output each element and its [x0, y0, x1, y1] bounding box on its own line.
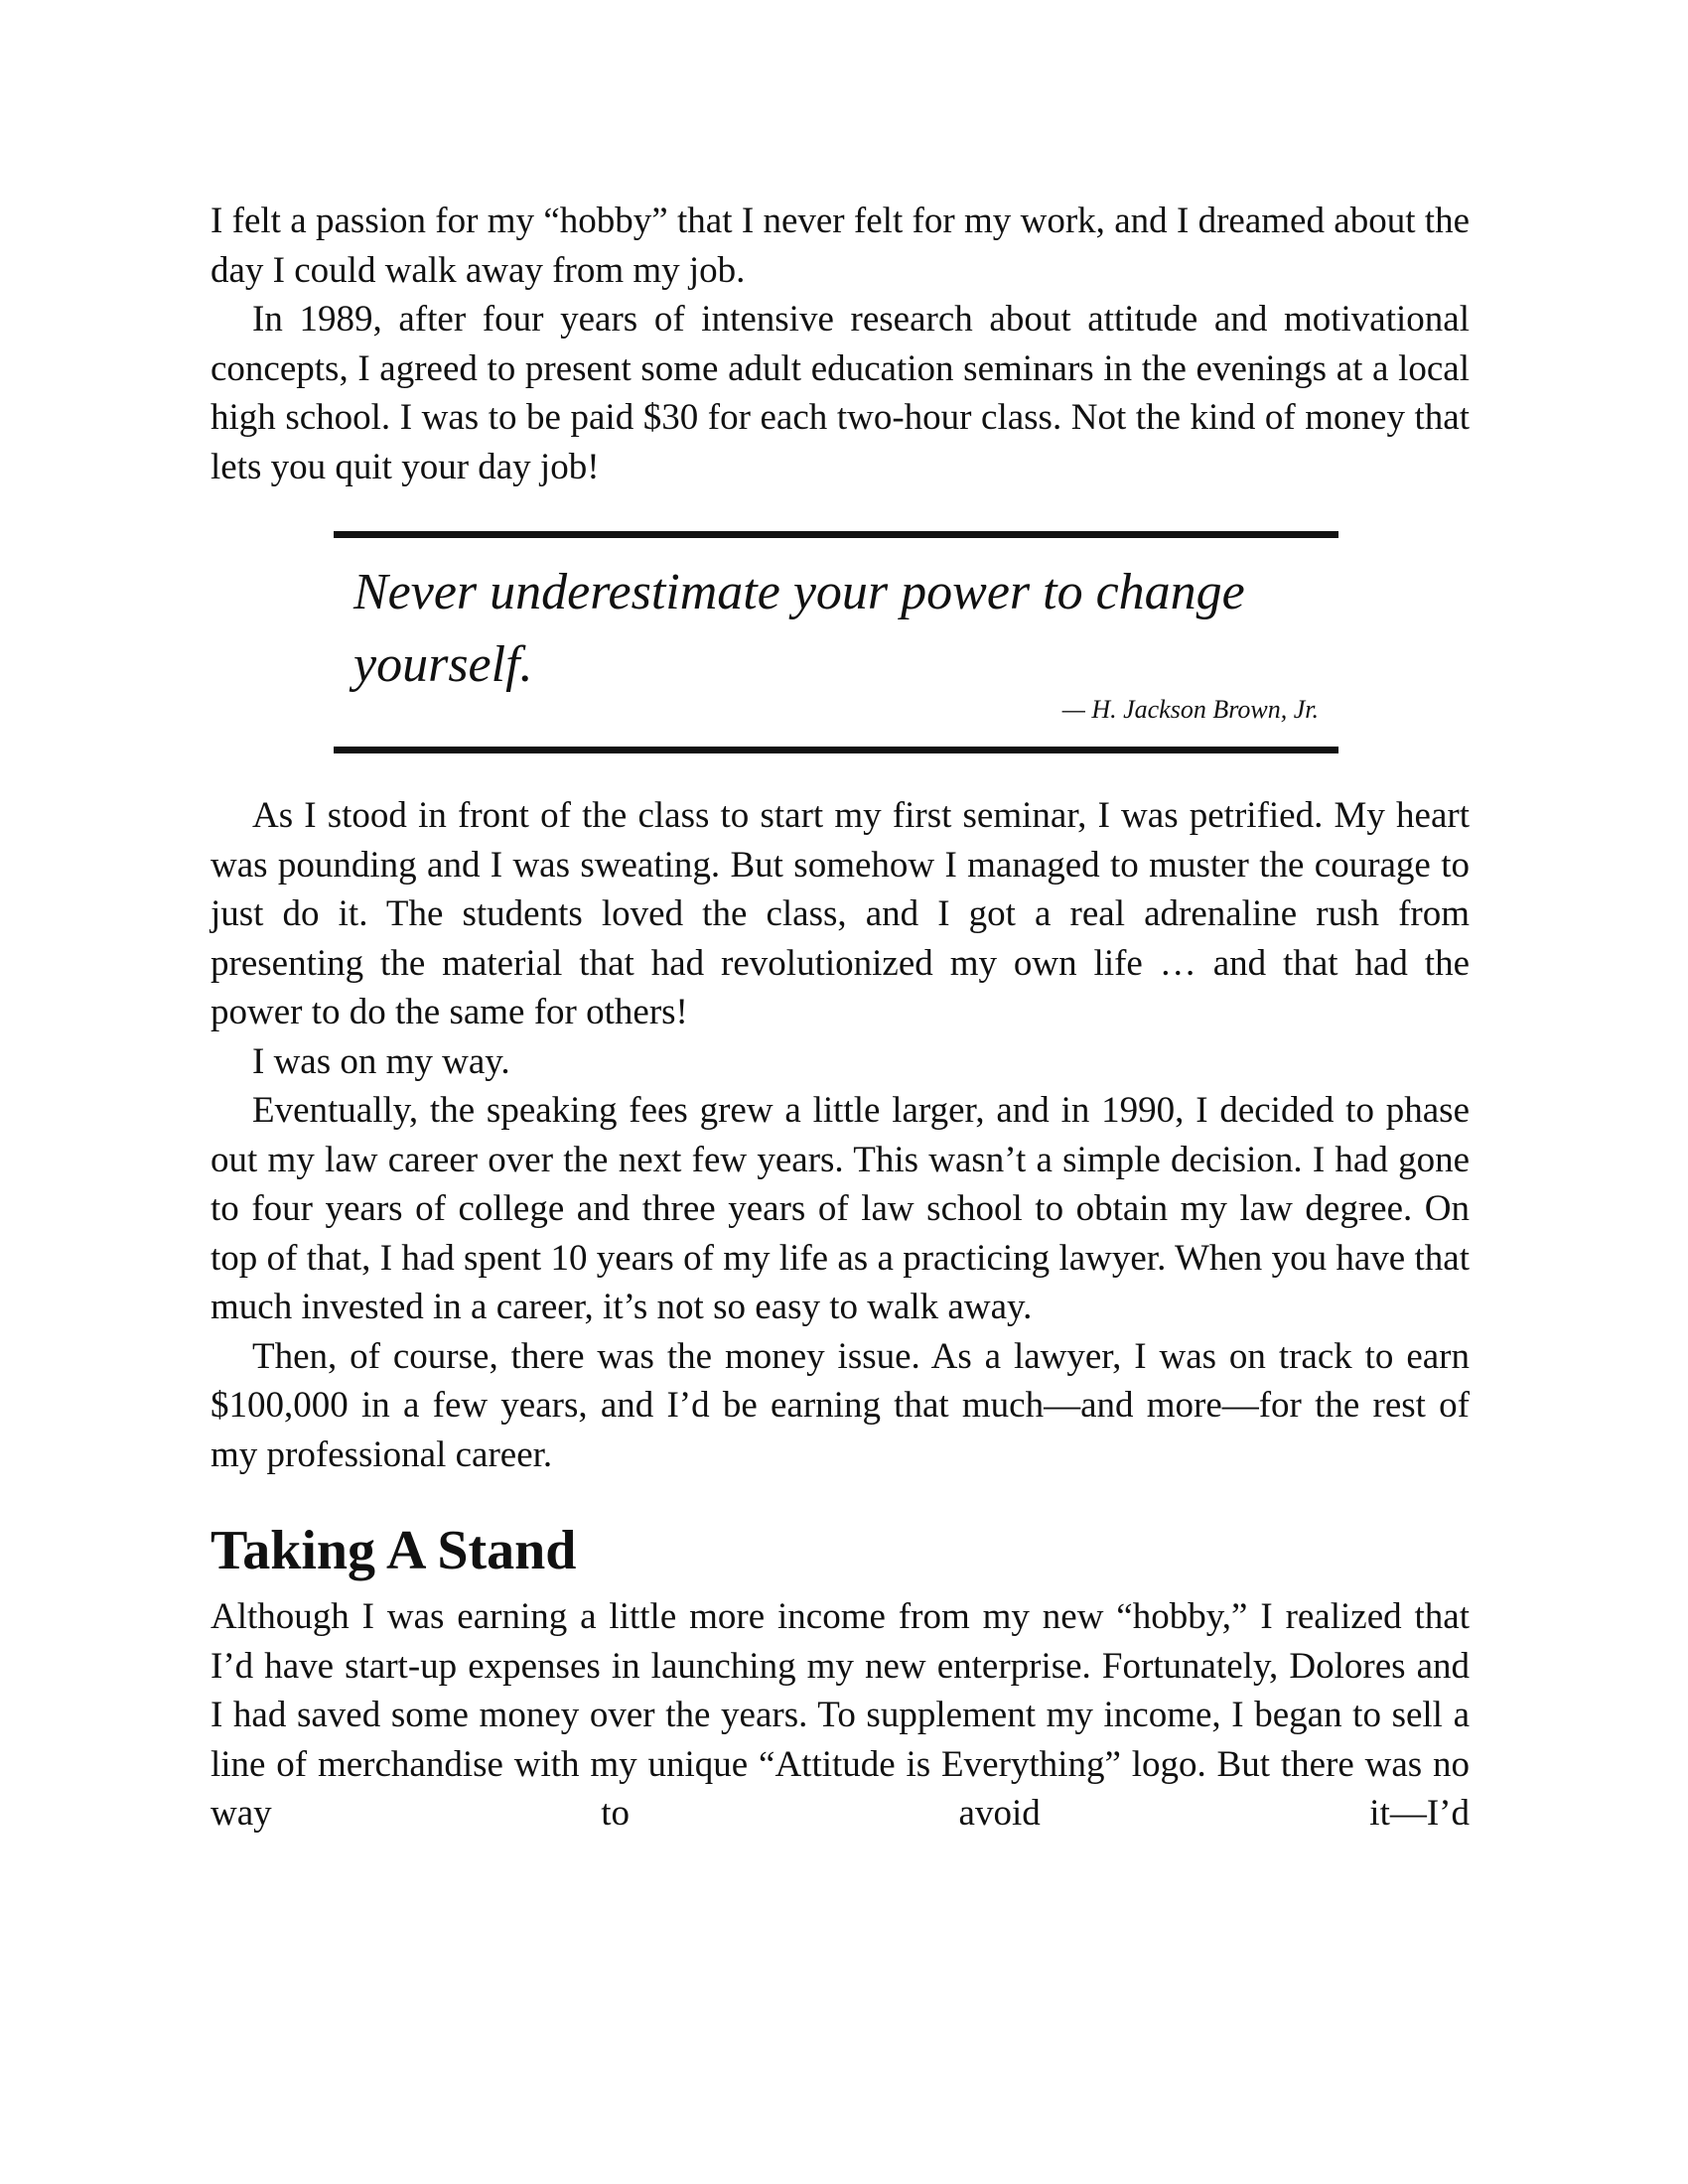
body-paragraph: I was on my way. — [252, 1040, 510, 1082]
page-content — [211, 197, 1470, 1839]
body-paragraph: Eventually, the speaking fees grew a little larger, and in 1990, I decided to phase out my law career over the next few years. This wasn’t a simple decision. I had gone to four years of college and three years of law school to obtain my law degree. On top of that, I had spent 10 years of my life as a practicing lawyer. When you have that much invested in a career, it’s not so easy to walk away. — [211, 1090, 1470, 1327]
section-heading: Taking A Stand — [211, 1520, 577, 1581]
quote-attribution: — H. Jackson Brown, Jr. — [1061, 695, 1319, 724]
body-paragraph: As I stood in front of the class to start my first seminar, I was petrified. My heart was pounding and I was sweating. But somehow I managed to muster the courage to just do it. The students loved the class, and I got a real adrenaline rush from presenting the material that had revolutionized my own life … and that had the power to do the same for others! — [211, 795, 1470, 1032]
body-paragraph: Then, of course, there was the money issue. As a lawyer, I was on track to earn $100,000 in a few years, and I’d be earning that much—and more—for the rest of my professional career. — [211, 1335, 1470, 1475]
pull-quote — [334, 531, 1338, 753]
quote-text: Never underestimate your power to change yourself. — [353, 564, 1245, 693]
quote-bottom-rule — [334, 747, 1338, 753]
body-paragraph: Although I was earning a little more income from my new “hobby,” I realized that I’d have start-up expenses in launching my new enterprise. Fortunately, Dolores and I had saved some money over the years. To supplement my income, I began to sell a line of merchandise with my unique “Attitude is Everything” logo. But there was no way to avoid it—I’d — [211, 1596, 1470, 1834]
quote-top-rule — [334, 531, 1338, 538]
body-paragraph: In 1989, after four years of intensive research about attitude and motivational concepts, I agreed to present some adult education seminars in the evenings at a local high school. I was to be paid $30 for each two-hour class. Not the kind of money that lets you quit your day job! — [211, 299, 1470, 487]
body-paragraph: I felt a passion for my “hobby” that I never felt for my work, and I dreamed about the day I could walk away from my job. — [211, 201, 1470, 291]
